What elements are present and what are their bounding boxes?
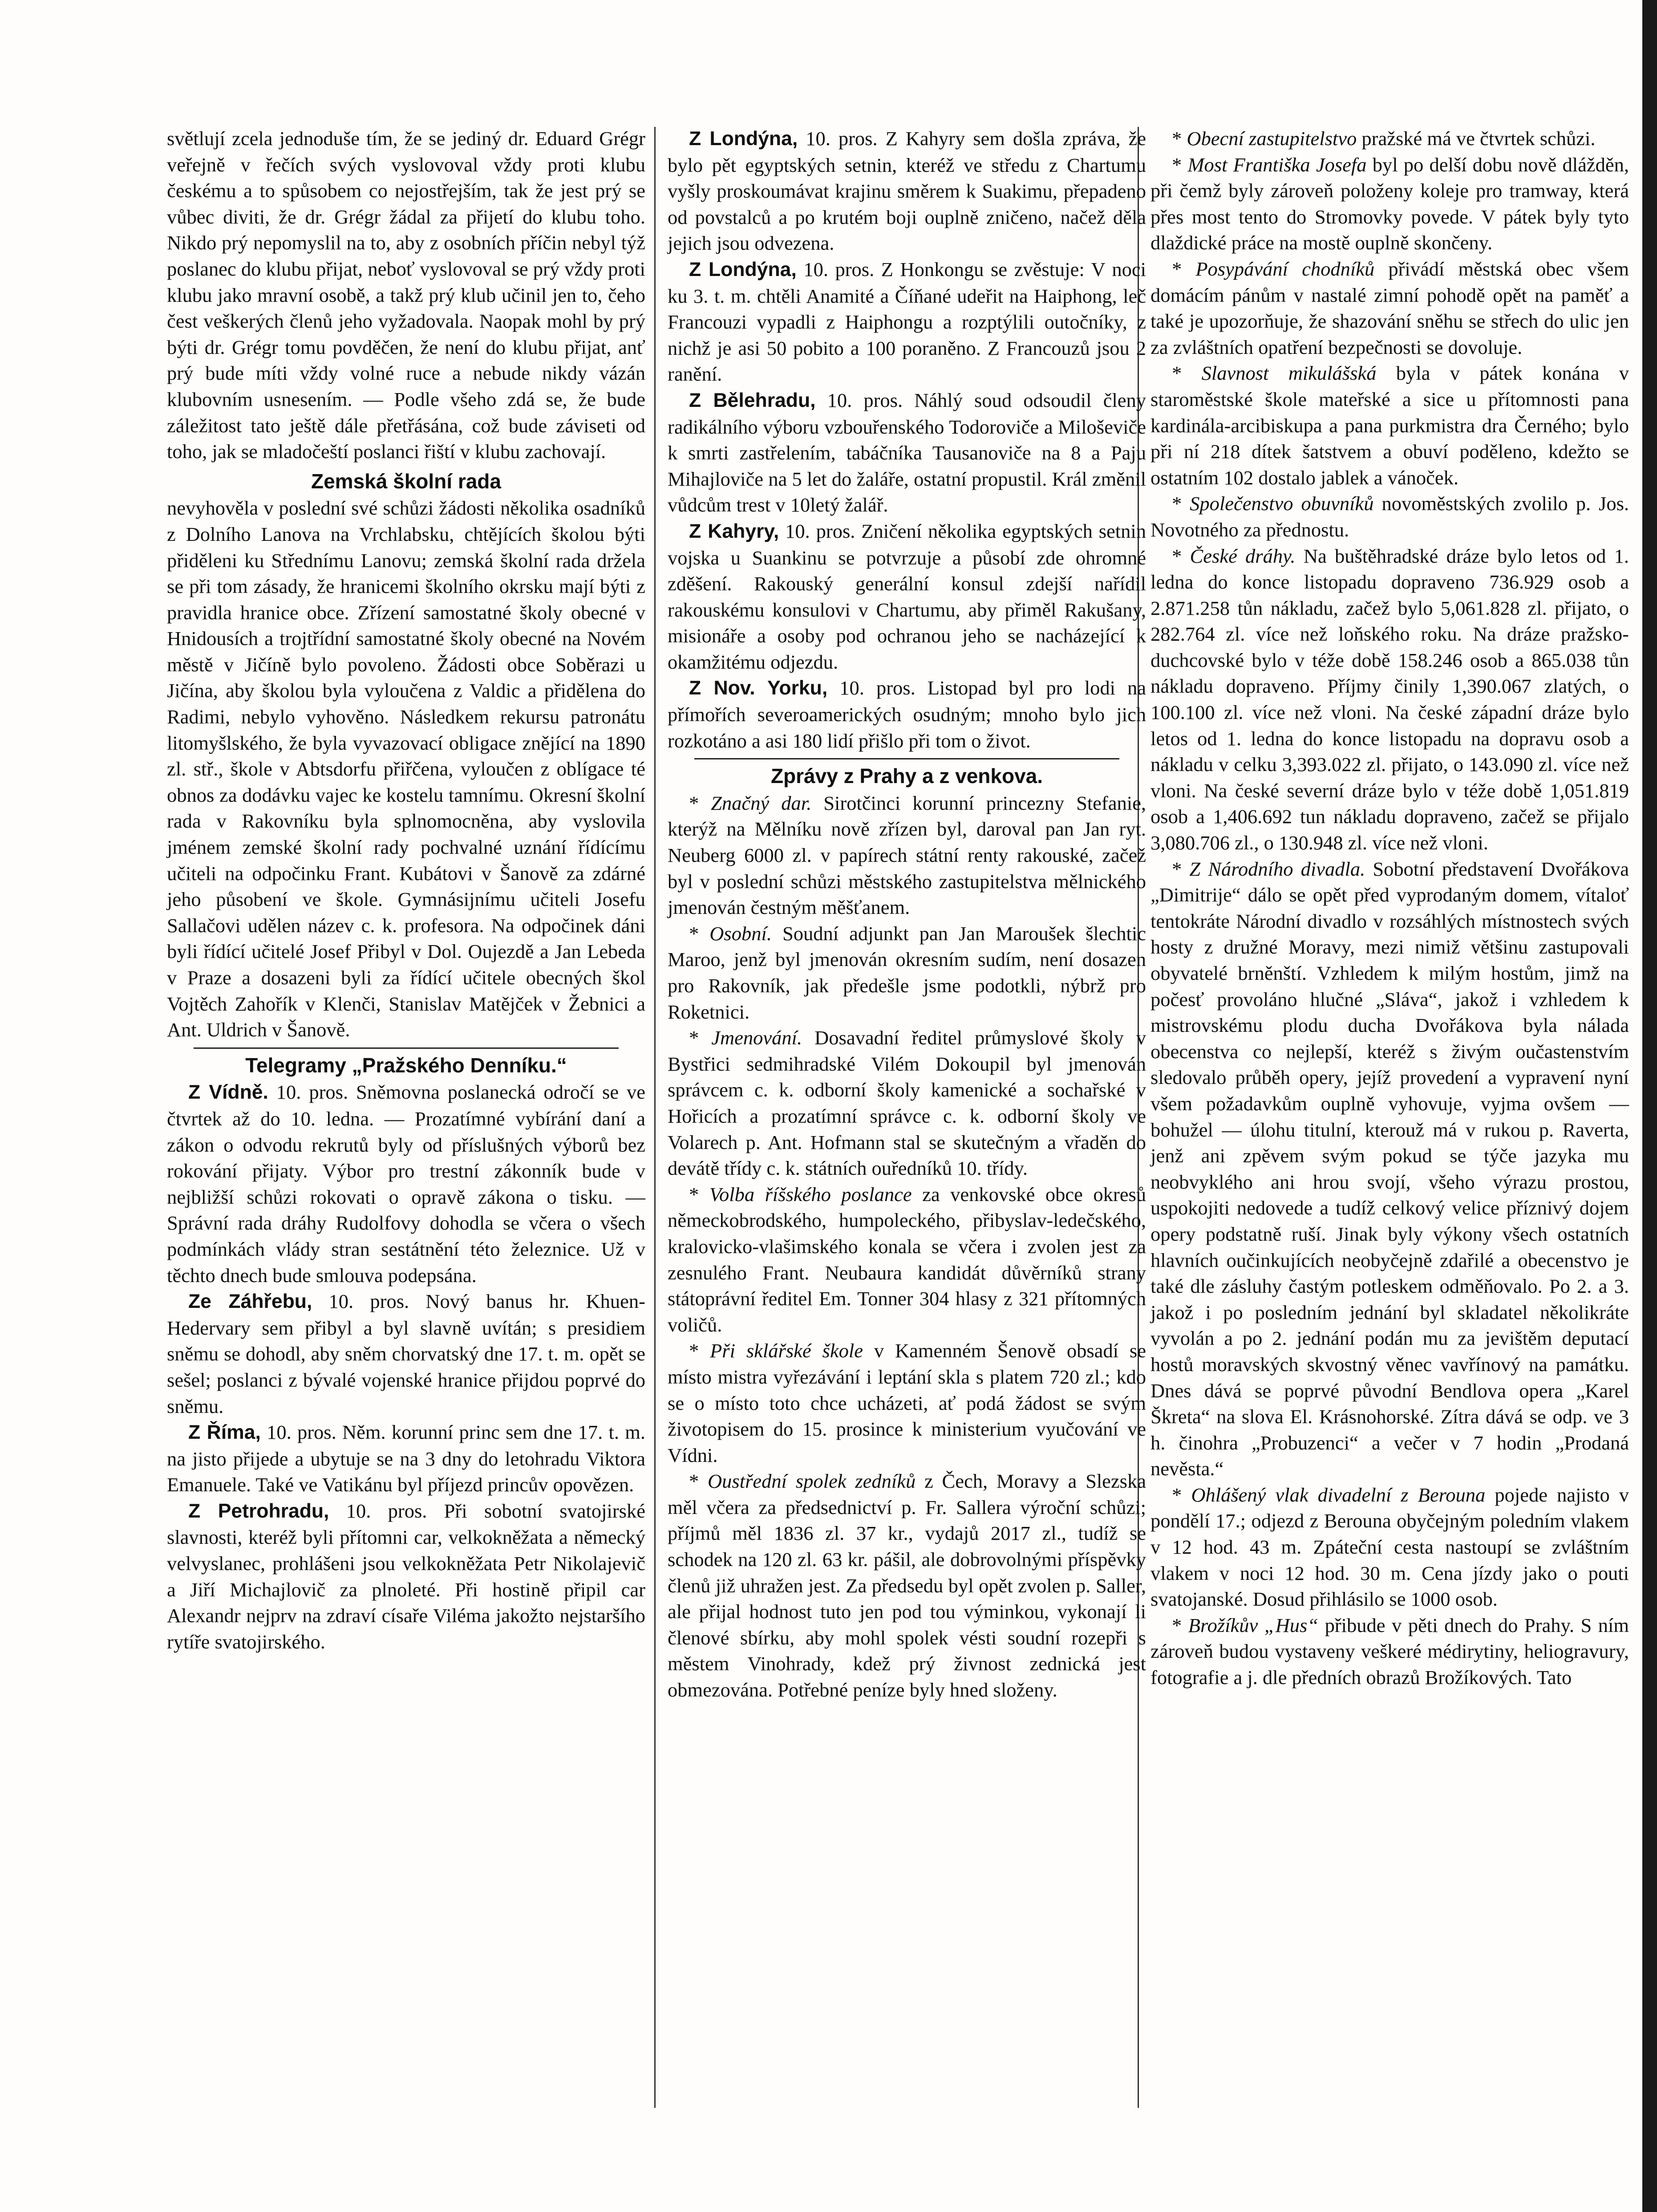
telegram-item: [167, 1498, 645, 1655]
telegram-text: 10. pros. Sněmovna poslanecká odročí se ve čtvrtek až do 10. ledna. — Prozatímné vybírání daní a zákon o odvodu rekrutů byly od příslušných výborů bez rokování přijaty. Výbor pro trestní zákonník bude v nejbližší schůzi rokovati o opravě zákona o tisku. — Správní rada dráhy Rudolfovy dohodla se včera o všech podmínkách vlády stran sestátnění této železnice. Už v těchto dnech bude smlouva podepsána.: [167, 1081, 645, 1287]
intro-paragraph: světlují zcela jednoduše tím, že se jediný dr. Eduard Grégr veřejně v řečích svých vyslovoval vždy proti klubu českému a to spůsobem co nejostřejším, tak že jest prý se vůbec diviti, že dr. Grégr žádal za přijetí do klubu toho. Nikdo prý nepomyslil na to, aby z osobních příčin nebyl týž poslanec do klubu přijat, neboť vyslovoval se prý vždy proti klubu jako mravní osobě, a takž prý klub učinil jen to, čeho čest veškerých členů jeho vyžadovala. Naopak mohl by prý býti dr. Grégr tomu povděčen, že není do klubu přijat, anť prý bude míti vždy volné ruce a nebude nikdy vázán klubovním usnesením. — Podle všeho zdá se, že bude záležitost tato ještě dále přetřásána, což bude záviseti od toho, jak se mladočeští poslanci řiští v klubu zachovají.: [167, 127, 645, 463]
news-title: Jmenování.: [711, 1027, 802, 1049]
news-item: * Obecní zastupitelstvo pražské má ve čtvrtek schůzi.: [1172, 127, 1596, 150]
news-title: Volba říšského poslance: [709, 1183, 912, 1205]
news-item: * Společenstvo obuvníků novoměstských zvolilo p. Jos. Novotného za přednostu.: [1151, 492, 1629, 541]
column-2: [668, 126, 1146, 1703]
news-text: byl po delší dobu nově dlážděn, při čemž byly zároveň položeny koleje pro tramway, která přes most tento do Stromovky povede. V pátek byly tyto dlaždické práce na mostě ouplně skončeny.: [1151, 153, 1629, 254]
telegram-place: Z Londýna,: [689, 258, 797, 280]
news-text: byla v pátek konána v staroměstské škole mateřské a sice u přítomnosti pana kardinála-arcibiskupa a pana purkmistra dra Černého; bylo při ní 218 dítek šatstvem a obuví poděleno, kdežto se ostatním 102 dostalo jablek a vánoček.: [1151, 362, 1629, 489]
news-item: * České dráhy. Na buštěhradské dráze bylo letos od 1. ledna do konce listopadu dopraveno 736.929 osob a 2.871.258 tůn nákladu, začež bylo 5,061.828 zl. přijato, o 282.764 zl. více než loňského roku. Na dráze pražsko-duchcovské bylo v téže době 158.246 osob a 865.038 tůn nákladu dopraveno. Příjmy činily 1,390.067 zlatých, o 100.100 zl. více než vloni. Na české západní dráze bylo letos od 1. ledna do konce listopadu na dopravu osob a nákladu v celku 3,393.022 zl. přijato, o 143.090 zl. více než vloni. Na české severní dráze bylo v téže době 1,051.819 osob a 1,406.692 tun nákladu dopraveno, začež se přijalo 3,080.706 zl., o 130.948 zl. více než vloni.: [1151, 544, 1629, 854]
news-item: * Slavnost mikulášská byla v pátek konána v staroměstské škole mateřské a sice u přítomnosti pana kardinála-arcibiskupa a pana purkmistra dra Černého; bylo při ní 218 dítek šatstvem a obuví poděleno, kdežto se ostatním 102 dostalo jablek a vánoček.: [1151, 362, 1629, 489]
news-text: z Čech, Moravy a Slezska měl včera za předsednictví p. Fr. Sallera výroční schůzi; příjmů měl 1836 zl. 37 kr., vydajů 2017 zl., tudíž se schodek na 120 zl. 63 kr. pášil, ale dobrovolnými příspěvky členů již uhražen jest. Za předsedu byl opět zvolen p. Saller, ale přijal hodnost tuto jen pod tou výminkou, vykonají li členové sbírku, aby mohl spolek vésti soudní rozepři s městem Vinohrady, kdež prý živnost zednická jest obmezována. Potřebné peníze byly hned složeny.: [668, 1470, 1146, 1701]
telegram-item: [167, 1288, 645, 1419]
news-item: * Osobní. Soudní adjunkt pan Jan Maroušek šlechtic Maroo, jenž byl jmenován okresním sudím, není dosazen pro Rakovník, jak předešle jsme podotkli, nýbrž pro Roketnici.: [668, 922, 1147, 1023]
telegram-item: [167, 1079, 645, 1288]
news-text: v Kamenném Šenově obsadí se místo mistra vyřezávání i leptání skla s platem 720 zl.; kdo se o místo toto chce ucházeti, ať podá žádost se svým životopisem do 15. prosince k ministerium vyučování ve Vídni.: [668, 1339, 1146, 1466]
section-rule: [694, 758, 1119, 759]
news-title: Z Národního divadla.: [1189, 857, 1365, 880]
article-text: nevyhověla v poslední své schůzi žádosti několika osadníků z Dolního Lanova na Vrchlabsku, chtějících školou býti přiděleni ku Střednímu Lanovu; zemská školní rada držela se při tom zásady, že hranicemi školního okrsku mají býti z pravidla hranice obce. Zřízení samostatné školy obecné v Hnidousích a trojtřídní samostatné školy obecné na Novém městě v Jičíně bylo povoleno. Žádosti obce Soběrazi u Jičína, aby školou byla vyloučena z Valdic a přidělena do Radimi, nebylo vyhověno. Následkem rekursu patronátu litomyšlského, že byla vyvazovací obligace znějící na 1890 zl. stř., škole v Abtsdorfu přiřčena, vyloučen z oblígace té obnos za dodávku vajec ke kostelu tamnímu. Okresní školní rada v Rakovníku byla splnomocněna, aby vyslovila jménem zemské školní rady pochvalné uznání řídícímu učiteli na odpočinku Frant. Kubátovi v Šanově za zdárné jeho působení ve škole. Gymnásijnímu učiteli Josefu Sallačovi udělen název c. k. profesora. Na odpočinek dáni byli řídící učitelé Josef Přibyl v Dol. Oujezdě a Jan Lebeda v Praze a dosazeni byli za řídící učitele obecných škol Vojtěch Zahořík v Klenči, Stanislav Matějček v Žebnici a Ant. Uldrich v Šanově.: [167, 497, 645, 1041]
telegram-item: [668, 256, 1146, 387]
telegram-item: [167, 1419, 645, 1498]
news-title: Brožíkův „Hus“: [1188, 1614, 1319, 1636]
section-rule: [194, 1047, 619, 1049]
news-title: Ohlášený vlak divadelní z Berouna: [1191, 1483, 1486, 1506]
news-item: * Ohlášený vlak divadelní z Berouna pojede najisto v pondělí 17.; odjezd z Berouna obyčejným poledním vlakem v 12 hod. 43 m. Zpáteční cesta nastoupí se zvláštním vlakem v noci 12 hod. 30 m. Cena jízdy jako o pouti svatojanské. Dosud přihlásilo se 1000 osob.: [1151, 1483, 1629, 1611]
news-text: Sirotčinci korunní princezny Stefanie, kterýž na Mělníku nově zřízen byl, daroval pan Jan ryt. Neuberg 6000 zl. v papírech státní renty rakouské, začež byl v poslední schůzi městského zastupitelstva mělnického jmenován čestným měšťanem.: [668, 791, 1146, 919]
news-title: Při sklářské škole: [710, 1339, 863, 1362]
telegram-place: Z Kahyry,: [689, 520, 779, 542]
news-title: České dráhy.: [1190, 544, 1296, 567]
news-item: * Jmenování. Dosavadní ředitel průmyslové školy v Bystřici sedmihradské Vilém Dokoupil byl jmenován správcem c. k. odborní školy kamenické a sochařské v Hořicích a prozatímní správce c. k. odborní školy ve Volarech p. Ant. Hofmann stal se skutečným a vřaděn do devátě třídy c. k. státních ouředníků 10. třídy.: [668, 1027, 1147, 1180]
column-1: [167, 126, 645, 1655]
news-item: * Brožíkův „Hus“ přibude v pěti dnech do Prahy. S ním zároveň budou vystaveny veškeré médirytiny, heliogravury, fotografie a j. dle předních obrazů Brožíkových. Tato: [1151, 1614, 1629, 1689]
section-heading-telegramy: Telegramy „Pražského Denníku.“: [245, 1053, 567, 1077]
telegram-place: Z Vídně.: [188, 1081, 268, 1104]
telegram-place: Z Petrohradu,: [188, 1500, 329, 1522]
telegram-item: [668, 675, 1146, 754]
section-heading-zpravy: Zprávy z Prahy a z venkova.: [770, 764, 1043, 788]
telegram-item: [668, 387, 1146, 518]
news-text: Na buštěhradské dráze bylo letos od 1. ledna do konce listopadu dopraveno 736.929 osob a 2.871.258 tůn nákladu, začež bylo 5,061.828 zl. přijato, o 282.764 zl. více než loňského roku. Na dráze pražsko-duchcovské bylo v téže době 158.246 osob a 865.038 tůn nákladu dopraveno. Příjmy činily 1,390.067 zlatých, o 100.100 zl. více než vloni. Na české západní dráze bylo letos od 1. ledna do konce listopadu na dopravu osob a nákladu v celku 3,393.022 zl. přijato, o 143.090 zl. více než vloni. Na české severní dráze bylo v téže době 1,051.819 osob a 1,406.692 tun nákladu dopraveno, začež se přijalo 3,080.706 zl., o 130.948 zl. více než vloni.: [1151, 544, 1629, 854]
news-text: Sobotní představení Dvořákova „Dimitrije“ dálo se opět před vyprodaným domem, vítaloť tentokráte Národní divadlo v rozsáhlých místnostech svých hosty z družné Moravy, mezi nimiž většinu zastupovali obyvatelé brněnští. Vzhledem k milým hostům, jimž na počesť provoláno hlučné „Sláva“, jakož i vzhledem k mistrovskému plodu ducha Dvořákova byla nálada obecenstva co nejlepší, kteréž s živým oučastenstvím sledovalo průběh opery, jejíž provedení a vypravení nyní všem požadavkům ouplně vyhovuje, vyjma ovšem — bohužel — úlohu titulní, kterouž má v rukou p. Raverta, jenž ani zpěvem svým pokud se týče jazyka mu neobvyklého ani hrou svojí, všeho výrazu prostou, uspokojiti nedovede a tudíž celkový velice příznivý dojem opery podstatně ruší. Jinak byly výkony všech ostatních hlavních oučinkujících neobyčejně zdařilé a obecenstvo je také dle zásluhy častým potleskem odměňovalo. Po 2. a 3. jakož i po posledním jednání byl skladatel několikráte vyvolán a po 2. jednání podán mu za jevištěm deputací hostů moravských skvostný věnec vavřínový na památku. Dnes dává se poprvé původní Bendlova opera „Karel Škreta“ na slova El. Krásnohorské. Zítra dává se odp. ve 3 h. činohra „Probuzenci“ a večer v 7 hodin „Prodaná nevěsta.“: [1151, 857, 1629, 1480]
section-heading-zemska: Zemská školní rada: [311, 469, 501, 493]
news-item: * Posypávání chodníků přivádí městská obec všem domácím pánům v nastalé zimní pohodě opět na paměť a také je upozorňuje, že shazování sněhu se střech do ulic jen za zvláštních opatření bezpečnosti se dovoluje.: [1151, 257, 1629, 358]
telegram-text: 10. pros. Z Kahyry sem došla zpráva, že bylo pět egyptských setnin, kteréž ve středu z Chartumu vyšly proskoumávat krajinu směrem k Suakimu, přepadeno od povstalců a po krutém boji ouplně zničeno, načež děla jejich jsou odvezena.: [668, 127, 1147, 255]
news-title: Oustřední spolek zedníků: [708, 1470, 916, 1493]
news-text: novoměstských zvolilo p. Jos. Novotného za přednostu.: [1151, 492, 1629, 541]
telegram-item: [668, 518, 1146, 675]
news-item: * Značný dar. Sirotčinci korunní princezny Stefanie, kterýž na Mělníku nově zřízen byl, daroval pan Jan ryt. Neuberg 6000 zl. v papírech státní renty rakouské, začež byl v poslední schůzi městského zastupitelstva mělnického jmenován čestným měšťanem.: [668, 791, 1146, 919]
telegram-text: 10. pros. Listopad byl pro lodi na přímořích severoamerických osudným; mnoho bylo jich rozkotáno a asi 180 lidí přišlo při tom o život.: [668, 677, 1147, 752]
telegram-place: Z Říma,: [188, 1421, 261, 1444]
news-text: přibude v pěti dnech do Prahy. S ním zároveň budou vystaveny veškeré médirytiny, heliogravury, fotografie a j. dle předních obrazů Brožíkových. Tato: [1151, 1614, 1629, 1689]
news-title: Obecní zastupitelstvo: [1187, 127, 1357, 150]
news-text: Soudní adjunkt pan Jan Maroušek šlechtic Maroo, jenž byl jmenován okresním sudím, není dosazen pro Rakovník, jak předešle jsme podotkli, nýbrž pro Roketnici.: [668, 922, 1147, 1023]
telegram-text: 10. pros. Z Honkongu se zvěstuje: V noci ku 3. t. m. chtěli Anamité a Číňané udeřit na Haiphong, leč Francouzi vypadli z Haiphongu a rozptýlili outočníky, z nichž je asi 50 pobito a 100 poraněno. Z Francouzů jsou 2 ranění.: [668, 258, 1146, 386]
news-title: Společenstvo obuvníků: [1190, 492, 1374, 515]
telegram-place: Z Londýna,: [689, 128, 798, 150]
news-text: Dosavadní ředitel průmyslové školy v Bystřici sedmihradské Vilém Dokoupil byl jmenován správcem c. k. odborní školy kamenické a sochařské v Hořicích a prozatímní správce c. k. odborní školy ve Volarech p. Ant. Hofmann stal se skutečným a vřaděn do devátě třídy c. k. státních ouředníků 10. třídy.: [668, 1027, 1147, 1180]
news-item: * Při sklářské škole v Kamenném Šenově obsadí se místo mistra vyřezávání i leptání skla s platem 720 zl.; kdo se o místo toto chce ucházeti, ať podá žádost se svým životopisem do 15. prosince k ministerium vyučování ve Vídni.: [668, 1339, 1146, 1466]
news-title: Posypávání chodníků: [1195, 257, 1375, 280]
news-item: * Most Františka Josefa byl po delší dobu nově dlážděn, při čemž byly zároveň položeny koleje pro tramway, která přes most tento do Stromovky povede. V pátek byly tyto dlaždické práce na mostě ouplně skončeny.: [1151, 153, 1629, 254]
telegram-place: Z Bělehradu,: [689, 389, 816, 411]
news-item: * Z Národního divadla. Sobotní představení Dvořákova „Dimitrije“ dálo se opět před vyprodaným domem, vítaloť tentokráte Národní divadlo v rozsáhlých místnostech svých hosty z družné Moravy, mezi nimiž většinu zastupovali obyvatelé brněnští. Vzhledem k milým hostům, jimž na počesť provoláno hlučné „Sláva“, jakož i vzhledem k mistrovskému plodu ducha Dvořákova byla nálada obecenstva co nejlepší, kteréž s živým oučastenstvím sledovalo průběh opery, jejíž provedení a vypravení nyní všem požadavkům ouplně vyhovuje, vyjma ovšem — bohužel — úlohu titulní, kterouž má v rukou p. Raverta, jenž ani zpěvem svým pokud se týče jazyka mu neobvyklého ani hrou svojí, všeho výrazu prostou, uspokojiti nedovede a tudíž celkový velice příznivý dojem opery podstatně ruší. Jinak byly výkony všech ostatních hlavních oučinkujících neobyčejně zdařilé a obecenstvo je také dle zásluhy častým potleskem odměňovalo. Po 2. a 3. jakož i po posledním jednání byl skladatel několikráte vyvolán a po 2. jednání podán mu za jevištěm deputací hostů moravských skvostný věnec vavřínový na památku. Dnes dává se poprvé původní Bendlova opera „Karel Škreta“ na slova El. Krásnohorské. Zítra dává se odp. ve 3 h. činohra „Probuzenci“ a večer v 7 hodin „Prodaná nevěsta.“: [1151, 857, 1629, 1480]
telegram-text: 10. pros. Zničení několika egyptských setnin vojska u Suankinu se potvrzuje a působí zde ohromné zděšení. Rakouský generální konsul zdejší nařídil rakouskému konsulovi v Chartumu, aby přiměl Rakušany, misionáře a osoby pod ochranou jeho se nacházející k okamžitému odjezdu.: [668, 520, 1146, 673]
news-text: pražské má ve čtvrtek schůzi.: [1361, 127, 1596, 150]
news-title: Most Františka Josefa: [1187, 153, 1367, 176]
telegram-text: 10. pros. Při sobotní svatojirské slavnosti, kteréž byli přítomni car, velkokněžata a německý velvyslanec, prohlášeni jsou velkokněžata Petr Nikolajevič a Jiří Michajlovič za plnoleté. Při hostině připil car Alexandr nejprv na zdraví císaře Viléma jakožto nejstaršího rytíře svatojirského.: [167, 1499, 645, 1653]
telegram-text: 10. pros. Nový banus hr. Khuen-Hedervary sem přibyl a byl slavně uvítán; s presidiem sněmu se dohodl, aby sněm chorvatský dne 17. t. m. opět se sešel; poslanci z bývalé vojenské hranice přijdou poprvé do sněmu.: [167, 1290, 645, 1417]
news-title: Značný dar.: [711, 791, 812, 814]
telegram-text: 10. pros. Něm. korunní princ sem dne 17. t. m. na jisto přijede a ubytuje se na 3 dny do letohradu Viktora Emanuele. Také ve Vatikánu byl příjezd princův opovězen.: [167, 1421, 645, 1496]
news-item: * Oustřední spolek zedníků z Čech, Moravy a Slezska měl včera za předsednictví p. Fr. Sallera výroční schůzi; příjmů měl 1836 zl. 37 kr., vydajů 2017 zl., tudíž se schodek na 120 zl. 63 kr. pášil, ale dobrovolnými příspěvky členů již uhražen jest. Za předsedu byl opět zvolen p. Saller, ale přijal hodnost tuto jen pod tou výminkou, vykonají li členové sbírku, aby mohl spolek vésti soudní rozepři s městem Vinohrady, kdež prý živnost zednická jest obmezována. Potřebné peníze byly hned složeny.: [668, 1470, 1146, 1701]
news-text: pojede najisto v pondělí 17.; odjezd z Berouna obyčejným poledním vlakem v 12 hod. 43 m. Zpáteční cesta nastoupí se zvláštním vlakem v noci 12 hod. 30 m. Cena jízdy jako o pouti svatojanské. Dosud přihlásilo se 1000 osob.: [1151, 1483, 1629, 1611]
column-3: [1151, 126, 1629, 1691]
telegram-place: Ze Záhřebu,: [188, 1291, 312, 1313]
news-item: * Volba říšského poslance za venkovské obce okresů německobrodského, humpoleckého, přibyslav-ledečského, kralovicko-vlašimského konala se včera i zvolen jest za zesnulého Frant. Neubaura kandidát důvěrníků strany státoprávní ředitel Em. Tonner 304 hlasy z 321 přítomných voličů.: [668, 1183, 1147, 1336]
telegram-item: [668, 126, 1146, 256]
news-title: Slavnost mikulášská: [1201, 362, 1377, 385]
telegram-text: 10. pros. Náhlý soud odsoudil členy radikálního výboru vzbouřenského Todoroviče a Miloševiče k smrti zastřelením, tabáčníka Tausanoviče na 8 a Paju Mihajloviče na 5 let do žaláře, ostatní propustil. Král změnil vůdcům trest v 10letý žalář.: [668, 389, 1146, 516]
column-divider: [654, 127, 656, 2108]
news-title: Osobní.: [709, 922, 772, 945]
telegram-place: Z Nov. Yorku,: [689, 677, 828, 699]
news-text: přivádí městská obec všem domácím pánům v nastalé zimní pohodě opět na paměť a také je upozorňuje, že shazování sněhu se střech do ulic jen za zvláštních opatření bezpečnosti se dovoluje.: [1151, 257, 1629, 358]
news-text: za venkovské obce okresů německobrodského, humpoleckého, přibyslav-ledečského, kralovicko-vlašimského konala se včera i zvolen jest za zesnulého Frant. Neubaura kandidát důvěrníků strany státoprávní ředitel Em. Tonner 304 hlasy z 321 přítomných voličů.: [668, 1183, 1147, 1336]
scan-edge: [1642, 0, 1657, 2212]
